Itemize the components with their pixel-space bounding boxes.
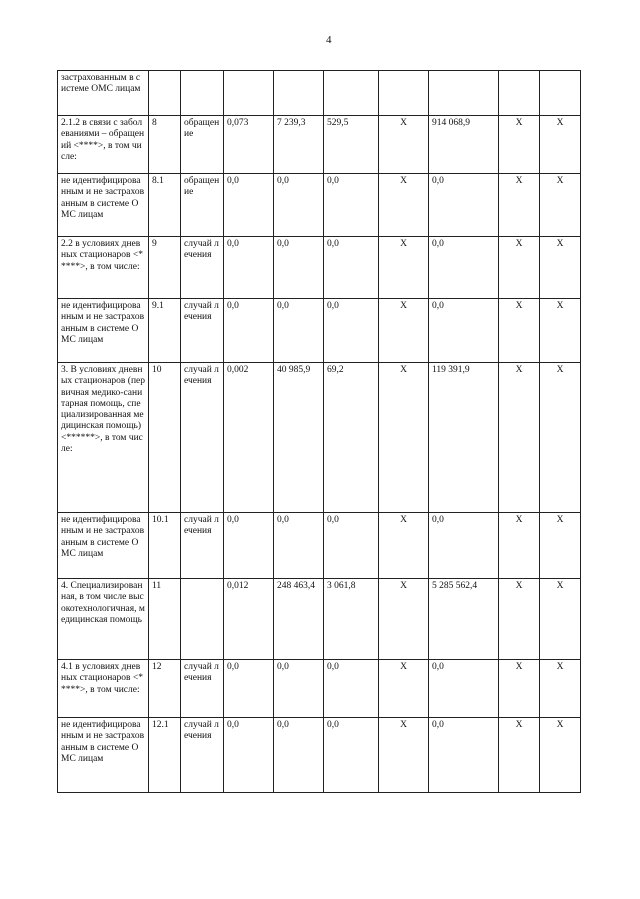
- cell-unit: случай лечения: [181, 513, 224, 579]
- cell-unit: случай лечения: [181, 718, 224, 793]
- cell-name: не идентифицированным и не застрахованным в системе ОМС лицам: [58, 718, 149, 793]
- table-row: [58, 299, 581, 363]
- table-row: [58, 718, 581, 793]
- cell-per-capita: 0,0: [324, 513, 379, 579]
- table-row: [58, 579, 581, 660]
- cell-volume: [224, 71, 274, 116]
- cell-x: X: [499, 116, 540, 174]
- cell-x: X: [379, 174, 429, 237]
- cell-x: X: [379, 513, 429, 579]
- cell-total: 0,0: [429, 237, 499, 299]
- cell-x: X: [499, 718, 540, 793]
- cell-cost: 248 463,4: [274, 579, 324, 660]
- cell-per-capita: 0,0: [324, 299, 379, 363]
- cell-x: X: [379, 660, 429, 718]
- cell-x: [540, 71, 581, 116]
- cell-per-capita: 0,0: [324, 718, 379, 793]
- cell-x: X: [540, 363, 581, 513]
- cell-total: 0,0: [429, 660, 499, 718]
- cell-total: 5 285 562,4: [429, 579, 499, 660]
- cell-x: X: [499, 579, 540, 660]
- financing-table: [57, 70, 581, 793]
- cell-cost: 0,0: [274, 299, 324, 363]
- cell-x: X: [379, 363, 429, 513]
- table-row: [58, 363, 581, 513]
- cell-cost: 0,0: [274, 237, 324, 299]
- cell-cost: [274, 71, 324, 116]
- cell-x: X: [379, 116, 429, 174]
- cell-x: X: [499, 513, 540, 579]
- cell-x: X: [379, 237, 429, 299]
- cell-volume: 0,002: [224, 363, 274, 513]
- cell-unit: обращение: [181, 174, 224, 237]
- cell-unit: случай лечения: [181, 237, 224, 299]
- cell-row-number: 12: [149, 660, 181, 718]
- cell-row-number: 8.1: [149, 174, 181, 237]
- cell-row-number: 8: [149, 116, 181, 174]
- cell-x: X: [540, 718, 581, 793]
- cell-cost: 0,0: [274, 718, 324, 793]
- cell-volume: 0,0: [224, 237, 274, 299]
- table-row: [58, 71, 581, 116]
- cell-unit: случай лечения: [181, 299, 224, 363]
- cell-x: X: [540, 513, 581, 579]
- cell-cost: 40 985,9: [274, 363, 324, 513]
- cell-x: X: [499, 660, 540, 718]
- cell-name: застрахованным в системе ОМС лицам: [58, 71, 149, 116]
- table-row: [58, 513, 581, 579]
- cell-total: 119 391,9: [429, 363, 499, 513]
- table-row: [58, 174, 581, 237]
- cell-x: X: [499, 299, 540, 363]
- cell-x: X: [499, 174, 540, 237]
- cell-unit: обращение: [181, 116, 224, 174]
- cell-total: 0,0: [429, 513, 499, 579]
- cell-per-capita: 0,0: [324, 237, 379, 299]
- cell-per-capita: 529,5: [324, 116, 379, 174]
- cell-per-capita: 0,0: [324, 660, 379, 718]
- cell-name: не идентифицированным и не застрахованным в системе ОМС лицам: [58, 513, 149, 579]
- cell-per-capita: 0,0: [324, 174, 379, 237]
- cell-row-number: 12.1: [149, 718, 181, 793]
- cell-name: 2.2 в условиях дневных стационаров <*****>, в том числе:: [58, 237, 149, 299]
- cell-x: X: [499, 237, 540, 299]
- table-row: [58, 116, 581, 174]
- cell-unit: [181, 579, 224, 660]
- cell-volume: 0,0: [224, 174, 274, 237]
- table-row: [58, 660, 581, 718]
- cell-unit: случай лечения: [181, 363, 224, 513]
- cell-total: 0,0: [429, 174, 499, 237]
- cell-name: 3. В условиях дневных стационаров (первичная медико-санитарная помощь, специализированная медицинская помощь) <******>, в том числе:: [58, 363, 149, 513]
- cell-volume: 0,0: [224, 660, 274, 718]
- cell-name: не идентифицированным и не застрахованным в системе ОМС лицам: [58, 299, 149, 363]
- cell-unit: случай лечения: [181, 660, 224, 718]
- cell-volume: 0,0: [224, 718, 274, 793]
- cell-volume: 0,012: [224, 579, 274, 660]
- cell-unit: [181, 71, 224, 116]
- cell-volume: 0,0: [224, 513, 274, 579]
- cell-cost: 0,0: [274, 174, 324, 237]
- cell-cost: 7 239,3: [274, 116, 324, 174]
- cell-volume: 0,0: [224, 299, 274, 363]
- cell-volume: 0,073: [224, 116, 274, 174]
- cell-per-capita: 69,2: [324, 363, 379, 513]
- page-number: 4: [326, 34, 332, 46]
- cell-row-number: 11: [149, 579, 181, 660]
- cell-x: X: [379, 718, 429, 793]
- table-row: [58, 237, 581, 299]
- cell-row-number: 10: [149, 363, 181, 513]
- table-body: [58, 71, 581, 793]
- cell-x: [499, 71, 540, 116]
- cell-name: 4. Специализированная, в том числе высокотехнологичная, медицинская помощь: [58, 579, 149, 660]
- cell-x: X: [540, 237, 581, 299]
- cell-row-number: 10.1: [149, 513, 181, 579]
- cell-row-number: [149, 71, 181, 116]
- cell-x: X: [379, 299, 429, 363]
- cell-per-capita: 3 061,8: [324, 579, 379, 660]
- cell-x: X: [540, 116, 581, 174]
- cell-name: 2.1.2 в связи с заболеваниями – обращений <****>, в том числе:: [58, 116, 149, 174]
- cell-total: 914 068,9: [429, 116, 499, 174]
- cell-x: X: [540, 174, 581, 237]
- cell-cost: 0,0: [274, 513, 324, 579]
- cell-row-number: 9: [149, 237, 181, 299]
- cell-per-capita: [324, 71, 379, 116]
- cell-x: [379, 71, 429, 116]
- cell-name: 4.1 в условиях дневных стационаров <*****>, в том числе:: [58, 660, 149, 718]
- cell-x: X: [540, 579, 581, 660]
- cell-x: X: [540, 299, 581, 363]
- cell-row-number: 9.1: [149, 299, 181, 363]
- cell-total: 0,0: [429, 299, 499, 363]
- cell-x: X: [540, 660, 581, 718]
- cell-total: 0,0: [429, 718, 499, 793]
- cell-x: X: [379, 579, 429, 660]
- cell-name: не идентифицированным и не застрахованным в системе ОМС лицам: [58, 174, 149, 237]
- cell-total: [429, 71, 499, 116]
- cell-x: X: [499, 363, 540, 513]
- cell-cost: 0,0: [274, 660, 324, 718]
